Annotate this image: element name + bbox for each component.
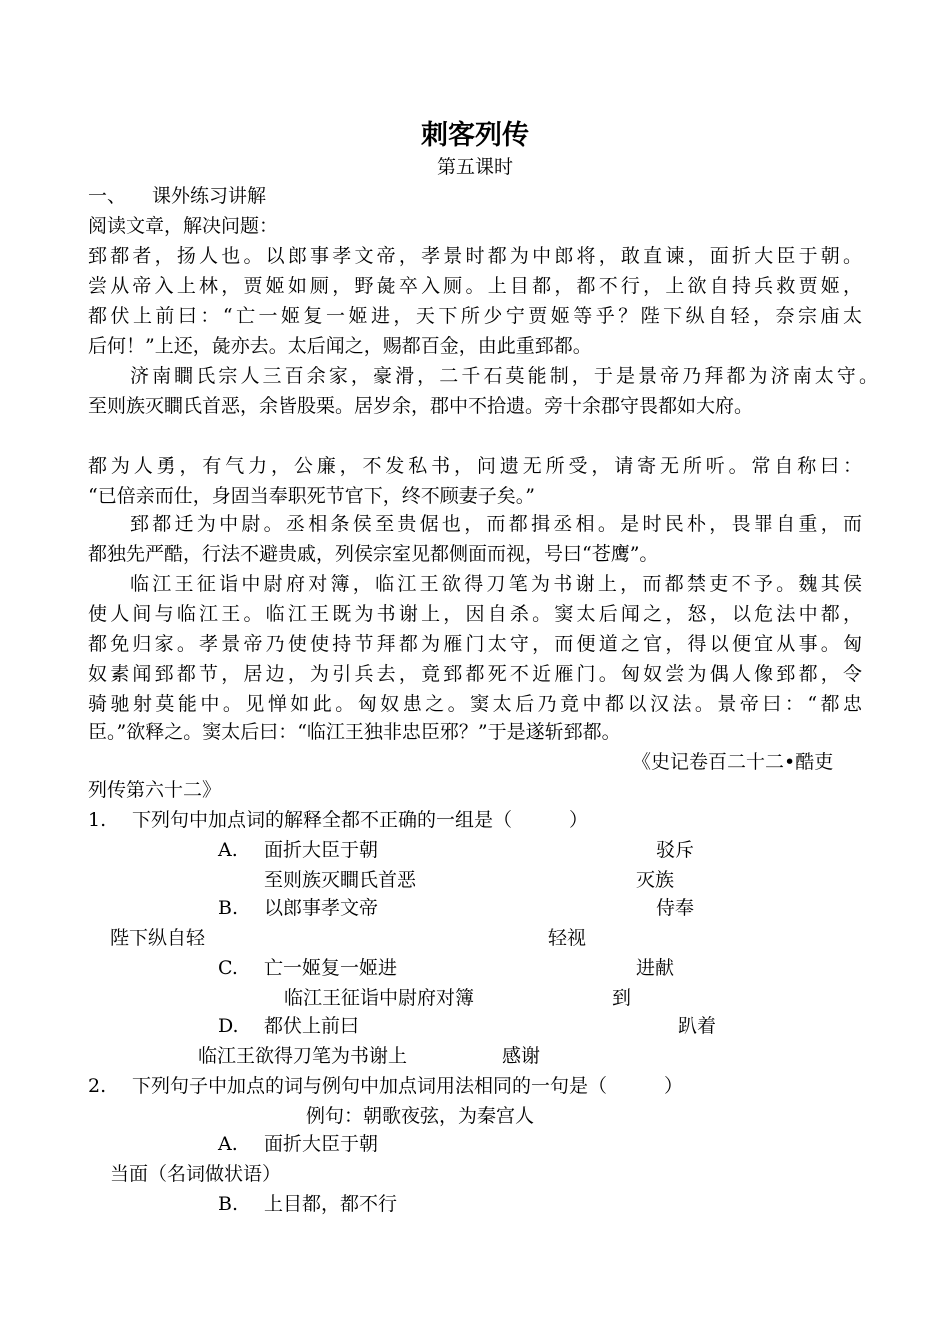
passage-line: 临江王征诣中尉府对簿，临江王欲得刀笔为书谢上，而都禁吏不予。魏其侯 — [130, 573, 862, 595]
passage-line: 骑驰射莫能中。见惮如此。匈奴患之。窦太后乃竟中都以汉法。景帝曰：“都忠 — [88, 693, 862, 715]
option-sentence: 临江王欲得刀笔为书谢上 — [198, 1045, 408, 1067]
passage-line: 奴素闻郅都节，居边，为引兵去，竟郅都死不近雁门。匈奴尝为偶人像郅都，令 — [88, 663, 862, 685]
option-letter: A. — [218, 1133, 238, 1155]
passage-line: 郅都者，扬人也。以郎事孝文帝，孝景时都为中郎将，敢直谏，面折大臣于朝。 — [88, 245, 862, 267]
option-gloss: 轻视 — [548, 927, 587, 949]
passage-line: 济南瞷氏宗人三百余家，豪滑，二千石莫能制，于是景帝乃拜都为济南太守。 — [130, 365, 878, 387]
passage-line: “已倍亲而仕，身固当奉职死节官下，终不顾妻子矣。” — [88, 485, 535, 507]
example-sentence: 例句：朝歌夜弦，为秦宫人 — [306, 1105, 535, 1127]
option-sentence: 陛下纵自轻 — [110, 927, 206, 949]
option-sentence: 以郎事孝文帝 — [264, 897, 379, 919]
option-note: 当面（名词做状语） — [110, 1163, 282, 1185]
option-sentence: 面折大臣于朝 — [264, 839, 379, 861]
question-stem: 下列句子中加点的词与例句中加点词用法相同的一句是（ ） — [132, 1075, 684, 1097]
section-title: 课外练习讲解 — [152, 185, 267, 207]
passage-line: 都伏上前曰：“亡一姬复一姬进，天下所少宁贾姬等乎？陛下纵自轻，奈宗庙太 — [88, 305, 862, 327]
passage-line: 后何！”上还，彘亦去。太后闻之，赐都百金，由此重郅都。 — [88, 335, 592, 357]
passage-line: 都免归家。孝景帝乃使使持节拜都为雁门太守，而便道之官，得以便宜从事。匈 — [88, 633, 862, 655]
option-sentence: 都伏上前曰 — [264, 1015, 360, 1037]
section-number: 一、 — [88, 185, 127, 207]
option-gloss: 进献 — [636, 957, 675, 979]
option-gloss: 趴着 — [678, 1015, 717, 1037]
option-gloss: 感谢 — [502, 1045, 541, 1067]
lesson-subtitle: 第五课时 — [436, 156, 513, 178]
passage-line: 至则族灭瞷氏首恶，余皆股栗。居岁余，郡中不拾遗。旁十余郡守畏都如大府。 — [88, 395, 754, 417]
option-sentence: 至则族灭瞷氏首恶 — [264, 869, 417, 891]
option-gloss: 灭族 — [636, 869, 675, 891]
instruction-text: 阅读文章，解决问题： — [88, 215, 279, 237]
option-letter: C. — [218, 957, 238, 979]
option-letter: A. — [218, 839, 238, 861]
question-stem: 下列句中加点词的解释全都不正确的一组是（ ） — [132, 809, 589, 831]
question-number: 2. — [88, 1075, 107, 1097]
option-letter: B. — [218, 897, 239, 919]
option-gloss: 侍奉 — [656, 897, 695, 919]
passage-line: 郅都迁为中尉。丞相条侯至贵倨也，而都揖丞相。是时民朴，畏罪自重，而 — [130, 513, 862, 535]
source-citation: 《史记卷百二十二•酷吏 — [632, 751, 834, 773]
passage-line: 都为人勇，有气力，公廉，不发私书，问遗无所受，请寄无所听。常自称曰： — [88, 455, 862, 477]
question-number: 1. — [88, 809, 107, 831]
page-title: 刺客列传 — [421, 120, 529, 151]
option-sentence: 上目都，都不行 — [264, 1193, 398, 1215]
passage-line: 使人间与临江王。临江王既为书谢上，因自杀。窦太后闻之，怒，以危法中都， — [88, 603, 862, 625]
option-sentence: 临江王征诣中尉府对簿 — [284, 987, 475, 1009]
option-sentence: 面折大臣于朝 — [264, 1133, 379, 1155]
option-gloss: 驳斥 — [656, 839, 695, 861]
passage-line: 尝从帝入上林，贾姬如厕，野彘卒入厕。上目都，都不行，上欲自持兵救贾姬， — [88, 275, 862, 297]
option-letter: D. — [218, 1015, 239, 1037]
option-sentence: 亡一姬复一姬进 — [264, 957, 398, 979]
source-citation: 列传第六十二》 — [88, 779, 222, 801]
passage-line: 都独先严酷，行法不避贵戚，列侯宗室见都侧面而视，号曰“苍鹰”。 — [88, 543, 659, 565]
option-gloss: 到 — [612, 987, 632, 1009]
option-letter: B. — [218, 1193, 239, 1215]
passage-line: 臣。”欲释之。窦太后曰：“临江王独非忠臣邪？”于是遂斩郅都。 — [88, 721, 621, 743]
